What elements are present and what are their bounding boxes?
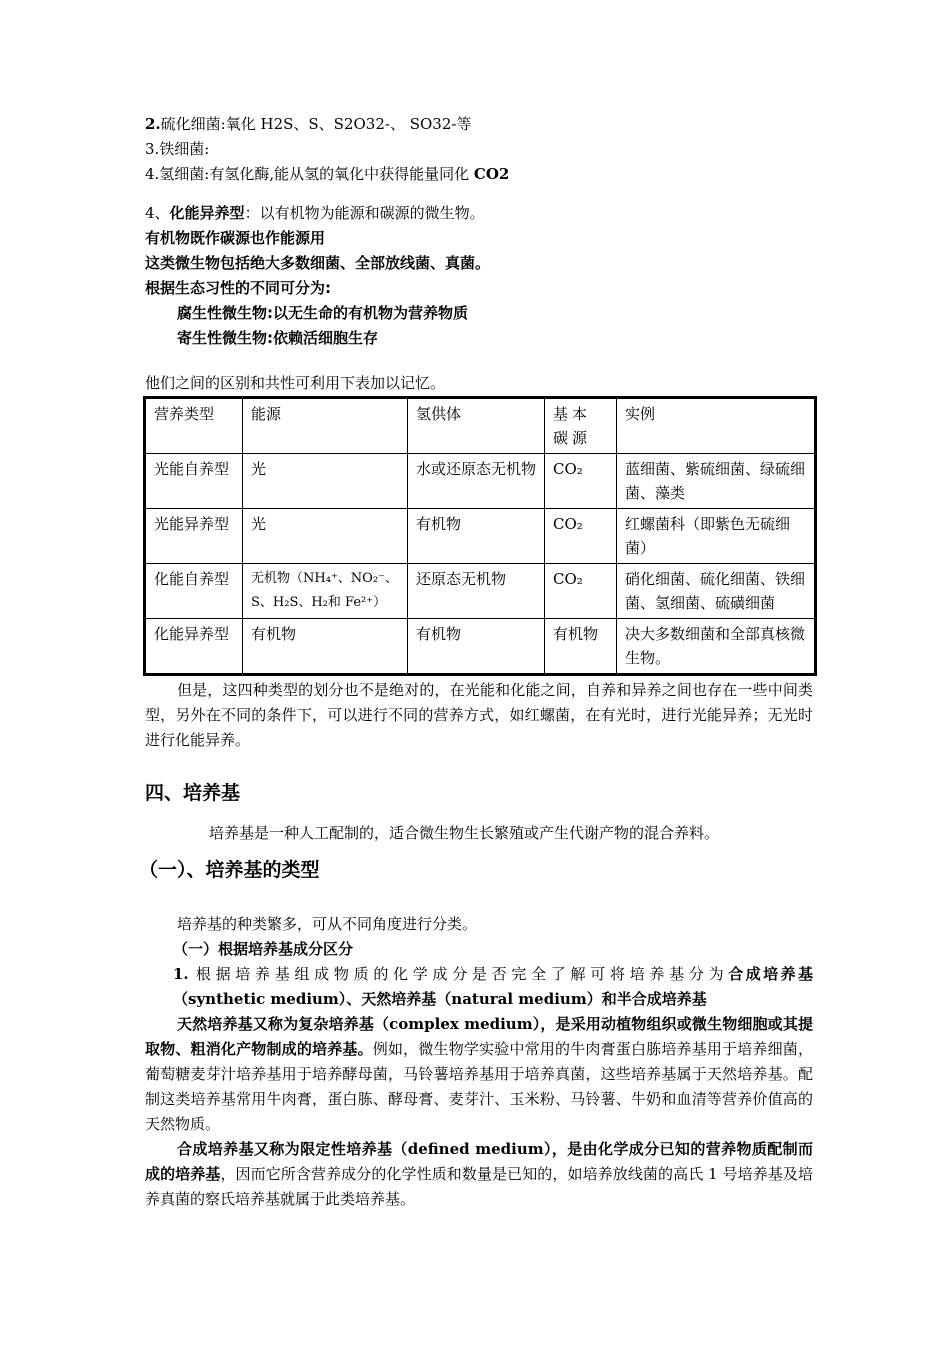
document-page [139,112,813,1212]
table-cell: 光 [243,509,408,564]
table-cell: 无机物（NH₄⁺、NO₂⁻、S、H₂S、H₂和 Fe²⁺） [243,564,408,619]
item-text: 4.氢细菌:有氢化酶,能从氢的氧化中获得能量同化 [145,165,474,183]
table-cell: 有机物 [243,619,408,675]
line-iron-bacteria: 3.铁细菌: [145,140,210,158]
table-cell: CO₂ [545,454,617,509]
item-1-paragraph [145,962,813,1012]
natural-medium-text: 例如，微生物学实验中常用的牛肉膏蛋白胨培养基用于培养细菌，葡萄糖麦芽汁培养基用于培养酵母菌，马铃薯培养基用于培养真菌，这些培养基属于天然培养基。配制这类培养基常用牛肉膏，蛋白胨、酵母膏、麦芽汁、玉米粉、马铃薯、牛奶和血清等营养价值高的天然物质。 [145,1040,813,1133]
header-cell: 氢供体 [408,398,545,454]
table-row [145,509,816,564]
natural-medium-bold: 天然培养基又称为复杂培养基（complex medium），是采用动植物组织或微生物细胞或其提取物、粗消化产物制成的培养基。 [145,1015,813,1058]
section-desc: ：以有机物为能源和碳源的微生物。 [244,204,485,222]
table-cell: 硝化细菌、硫化细菌、铁细菌、氢细菌、硫磺细菌 [617,564,816,619]
table-cell: 有机物 [408,509,545,564]
item-1-number: 1. [173,965,189,983]
line-hydrogen-bacteria [145,162,813,187]
table-row [145,454,816,509]
bold-line-3: 根据生态习性的不同可分为: [145,279,331,297]
section-title: 化能异养型 [169,204,245,222]
header-cell: 营养类型 [145,398,243,454]
table-cell: 有机物 [408,619,545,675]
header-cell: 基本碳源 [545,398,617,454]
synthetic-medium-text: ，因而它所含营养成分的化学性质和数量是已知的，如培养放线菌的高氏 1 号培养基及培养真菌的察氏培养基就属于此类培养基。 [145,1165,813,1208]
nutrition-type-table [143,396,817,676]
item-number: 2. [145,115,161,133]
subhead-by-composition: （一）根据培养基成分区分 [173,940,354,958]
header-cell: 实例 [617,398,816,454]
bold-line-parasitic: 寄生性微生物:依赖活细胞生存 [177,329,378,347]
chemoheterotroph-heading [145,201,813,226]
medium-definition: 培养基是一种人工配制的，适合微生物生长繁殖或产生代谢产物的混合养料。 [209,824,720,842]
bold-line-2: 这类微生物包括绝大多数细菌、全部放线菌、真菌。 [145,254,491,272]
table-cell: 决大多数细菌和全部真核微生物。 [617,619,816,675]
section-number: 4、 [145,204,170,222]
header-cell: 能源 [243,398,408,454]
bold-line-saprophytic: 腐生性微生物:以无生命的有机物为营养物质 [177,304,469,322]
after-table-paragraph: 但是，这四种类型的划分也不是绝对的，在光能和化能之间，自养和异养之间也存在一些中间类型，另外在不同的条件下，可以进行不同的营养方式，如红螺菌，在有光时，进行光能异养；无光时进行化能异养。 [145,681,813,749]
table-header-row [145,398,816,454]
subsection-heading-types: （一）、培养基的类型 [139,859,320,881]
synthetic-medium-bold: 合成培养基又称为限定性培养基（defined medium），是由化学成分已知的营养物质配制而成的培养基 [145,1140,813,1183]
table-row [145,619,816,675]
table-cell: 化能自养型 [145,564,243,619]
table-cell: 红螺菌科（即紫色无硫细菌） [617,509,816,564]
section-heading-medium: 四、培养基 [145,782,241,804]
table-cell: 水或还原态无机物 [408,454,545,509]
table-cell: 光能异养型 [145,509,243,564]
table-cell: 有机物 [545,619,617,675]
table-cell: 还原态无机物 [408,564,545,619]
table-cell: 化能异养型 [145,619,243,675]
table-cell: 蓝细菌、紫硫细菌、绿硫细菌、藻类 [617,454,816,509]
table-cell: 光能自养型 [145,454,243,509]
table-cell: 光 [243,454,408,509]
table-cell: CO₂ [545,509,617,564]
bold-line-1: 有机物既作碳源也作能源用 [145,229,326,247]
synthetic-medium-paragraph [145,1137,813,1212]
item-1-text: 根据培养基组成物质的化学成分是否完全了解可将培养基分为 [195,965,729,983]
natural-medium-paragraph [145,1012,813,1137]
item-text: 硫化细菌:氧化 H2S、S、S2O32-、 SO32-等 [160,115,472,133]
classify-intro: 培养基的种类繁多，可从不同角度进行分类。 [177,915,478,933]
line-sulfur-bacteria [145,112,813,137]
table-cell: CO₂ [545,564,617,619]
table-row [145,564,816,619]
table-intro: 他们之间的区别和共性可利用下表加以记忆。 [145,374,446,392]
co2-bold: CO2 [473,165,510,183]
item-1-bold: 合成培养基（synthetic medium）、天然培养基（natural medium）和半合成培养基 [173,965,813,1008]
